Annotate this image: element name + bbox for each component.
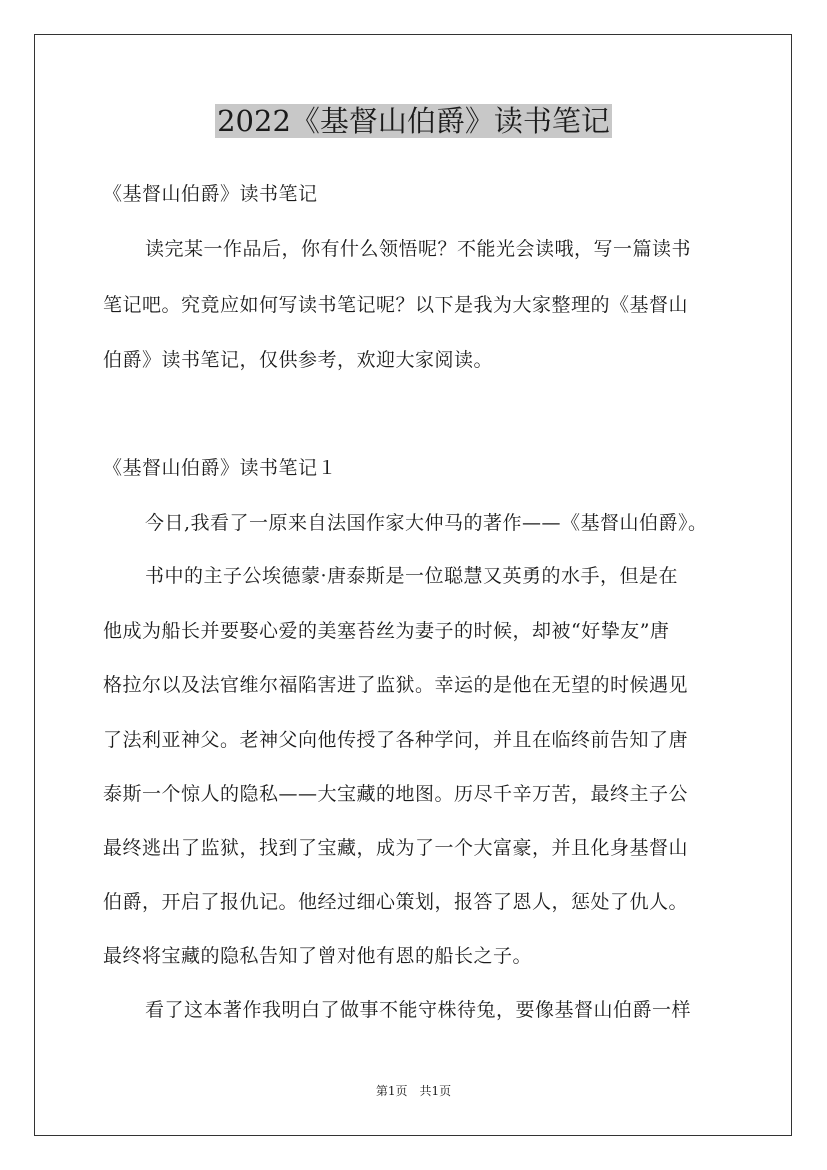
intro-line-1: 读完某一作品后，你有什么领悟呢？不能光会读哦，写一篇读书 bbox=[145, 238, 692, 260]
body-line-1: 今日,我看了一原来自法国作家大仲马的著作——《基督山伯爵》。 bbox=[145, 512, 708, 534]
intro-line-2: 笔记吧。究竟应如何写读书笔记呢？以下是我为大家整理的《基督山 bbox=[103, 294, 689, 316]
document-subtitle: 《基督山伯爵》读书笔记 bbox=[103, 183, 318, 205]
body-line-7: 最终逃出了监狱，找到了宝藏，成为了一个大富豪，并且化身基督山 bbox=[103, 837, 689, 859]
document-title-text: 2022《基督山伯爵》读书笔记 bbox=[217, 104, 610, 138]
intro-line-3: 伯爵》读书笔记，仅供参考，欢迎大家阅读。 bbox=[103, 349, 494, 371]
body-line-6: 泰斯一个惊人的隐私——大宝藏的地图。历尽千辛万苦，最终主子公 bbox=[103, 783, 689, 805]
page-footer: 第1页 共1页 bbox=[375, 1084, 452, 1098]
body-line-4: 格拉尔以及法官维尔福陷害进了监狱。幸运的是他在无望的时候遇见 bbox=[103, 674, 689, 696]
body-line-5: 了法利亚神父。老神父向他传授了各种学问，并且在临终前告知了唐 bbox=[103, 729, 689, 751]
body-line-3: 他成为船长并要娶心爱的美塞苔丝为妻子的时候，却被“好挚友”唐 bbox=[103, 620, 670, 642]
body-line-2: 书中的主子公埃德蒙·唐泰斯是一位聪慧又英勇的水手，但是在 bbox=[145, 565, 679, 587]
body-line-10: 看了这本著作我明白了做事不能守株待兔，要像基督山伯爵一样 bbox=[145, 999, 692, 1021]
body-line-8: 伯爵，开启了报仇记。他经过细心策划，报答了恩人，惩处了仇人。 bbox=[103, 891, 689, 913]
section-heading: 《基督山伯爵》读书笔记１ bbox=[103, 457, 338, 479]
body-line-9: 最终将宝藏的隐私告知了曾对他有恩的船长之子。 bbox=[103, 945, 533, 967]
document-title bbox=[0, 101, 827, 141]
